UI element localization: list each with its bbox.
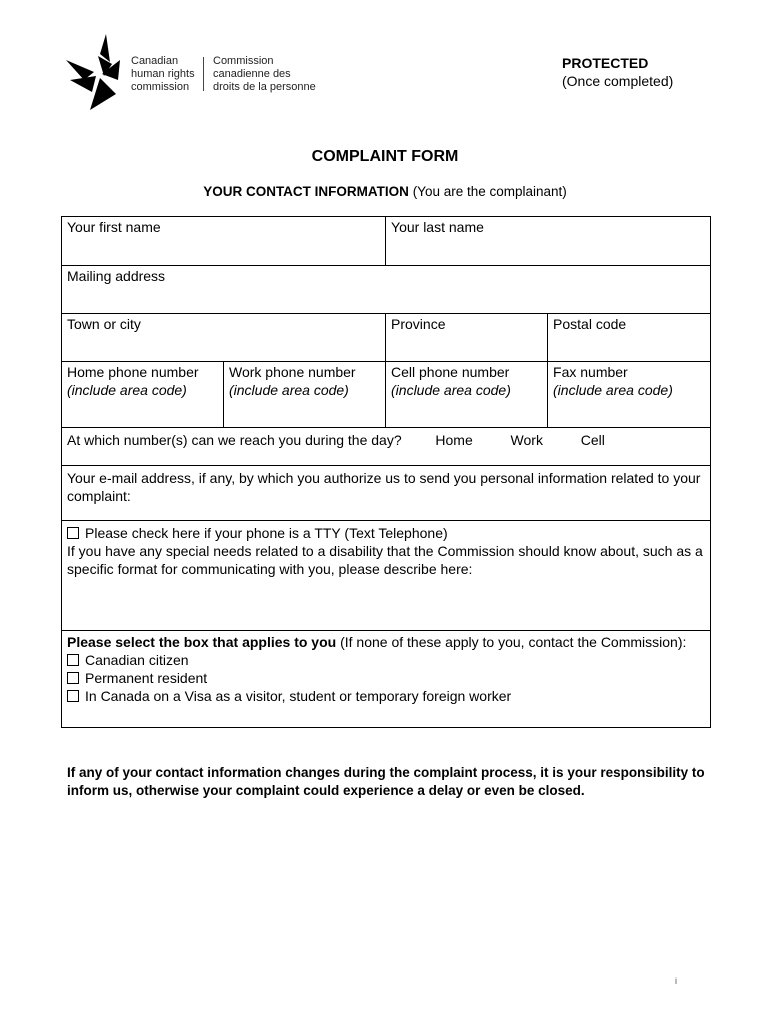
logo-divider xyxy=(203,57,204,91)
status-option-permanent-resident[interactable]: Permanent resident xyxy=(67,669,705,687)
first-name-field[interactable] xyxy=(62,217,386,266)
status-option-visa[interactable]: In Canada on a Visa as a visitor, student or temporary foreign worker xyxy=(67,687,705,705)
protected-note: (Once completed) xyxy=(562,73,674,89)
reach-question: At which number(s) can we reach you during the day? xyxy=(67,432,402,448)
fax-note: (include area code) xyxy=(553,382,673,398)
protected-label: PROTECTED xyxy=(562,55,649,71)
work-phone-label: Work phone number xyxy=(229,364,356,380)
logo-text-french: Commission canadienne des droits de la personne xyxy=(213,55,316,93)
town-city-label: Town or city xyxy=(67,316,141,332)
mailing-address-field[interactable] xyxy=(62,266,711,314)
protected-marking xyxy=(562,54,673,90)
work-phone-field[interactable] xyxy=(224,362,386,428)
section-title-text: YOUR CONTACT INFORMATION xyxy=(203,184,409,199)
checkbox-visa[interactable] xyxy=(67,690,79,702)
tty-label: Please check here if your phone is a TTY (Text Telephone) xyxy=(85,525,448,541)
logo-text-english: Canadian human rights commission xyxy=(131,55,195,93)
chrc-logo xyxy=(66,32,316,112)
town-city-field[interactable] xyxy=(62,314,386,362)
maple-leaf-logo-icon xyxy=(66,32,124,110)
cell-phone-field[interactable] xyxy=(386,362,548,428)
last-name-label: Your last name xyxy=(391,219,484,235)
section-title xyxy=(0,184,770,199)
status-selection xyxy=(62,631,711,728)
home-phone-label: Home phone number xyxy=(67,364,199,380)
reach-cell-option[interactable]: Cell xyxy=(580,432,605,448)
special-needs-field[interactable] xyxy=(62,521,711,631)
status-note: (If none of these apply to you, contact the Commission): xyxy=(340,634,687,650)
cell-phone-label: Cell phone number xyxy=(391,364,510,380)
checkbox-canadian-citizen[interactable] xyxy=(67,654,79,666)
fax-label: Fax number xyxy=(553,364,628,380)
province-field[interactable] xyxy=(386,314,548,362)
postal-code-field[interactable] xyxy=(548,314,711,362)
special-needs-label: If you have any special needs related to a disability that the Commission should know about, such as a specific format for communicating with you, please describe here: xyxy=(67,543,703,577)
tty-row xyxy=(67,524,705,542)
reach-work-option[interactable]: Work xyxy=(510,432,543,448)
page-number: i xyxy=(675,976,677,986)
reach-home-option[interactable]: Home xyxy=(435,432,473,448)
status-option-canadian-citizen[interactable]: Canadian citizen xyxy=(67,651,705,669)
status-prompt: Please select the box that applies to you xyxy=(67,634,337,650)
home-phone-field[interactable] xyxy=(62,362,224,428)
home-phone-note: (include area code) xyxy=(67,382,187,398)
mailing-address-label: Mailing address xyxy=(67,268,166,284)
status-prompt-row xyxy=(67,633,705,651)
first-name-label: Your first name xyxy=(67,219,161,235)
cell-phone-note: (include area code) xyxy=(391,382,511,398)
checkbox-permanent-resident[interactable] xyxy=(67,672,79,684)
fax-field[interactable] xyxy=(548,362,711,428)
form-title: COMPLAINT FORM xyxy=(311,148,459,165)
tty-checkbox[interactable] xyxy=(67,527,79,539)
contact-change-notice: If any of your contact information changes during the complaint process, it is your responsibility to inform us, otherwise your complaint could experience a delay or even be closed. xyxy=(67,765,705,798)
province-label: Province xyxy=(391,316,446,332)
email-field[interactable] xyxy=(62,466,711,521)
postal-code-label: Postal code xyxy=(553,316,627,332)
reach-number-row xyxy=(62,428,711,466)
email-label: Your e-mail address, if any, by which you authorize us to send you personal information related to your complaint: xyxy=(67,470,701,504)
section-note: (You are the complainant) xyxy=(412,184,567,199)
last-name-field[interactable] xyxy=(386,217,711,266)
contact-info-table xyxy=(61,216,711,728)
work-phone-note: (include area code) xyxy=(229,382,349,398)
